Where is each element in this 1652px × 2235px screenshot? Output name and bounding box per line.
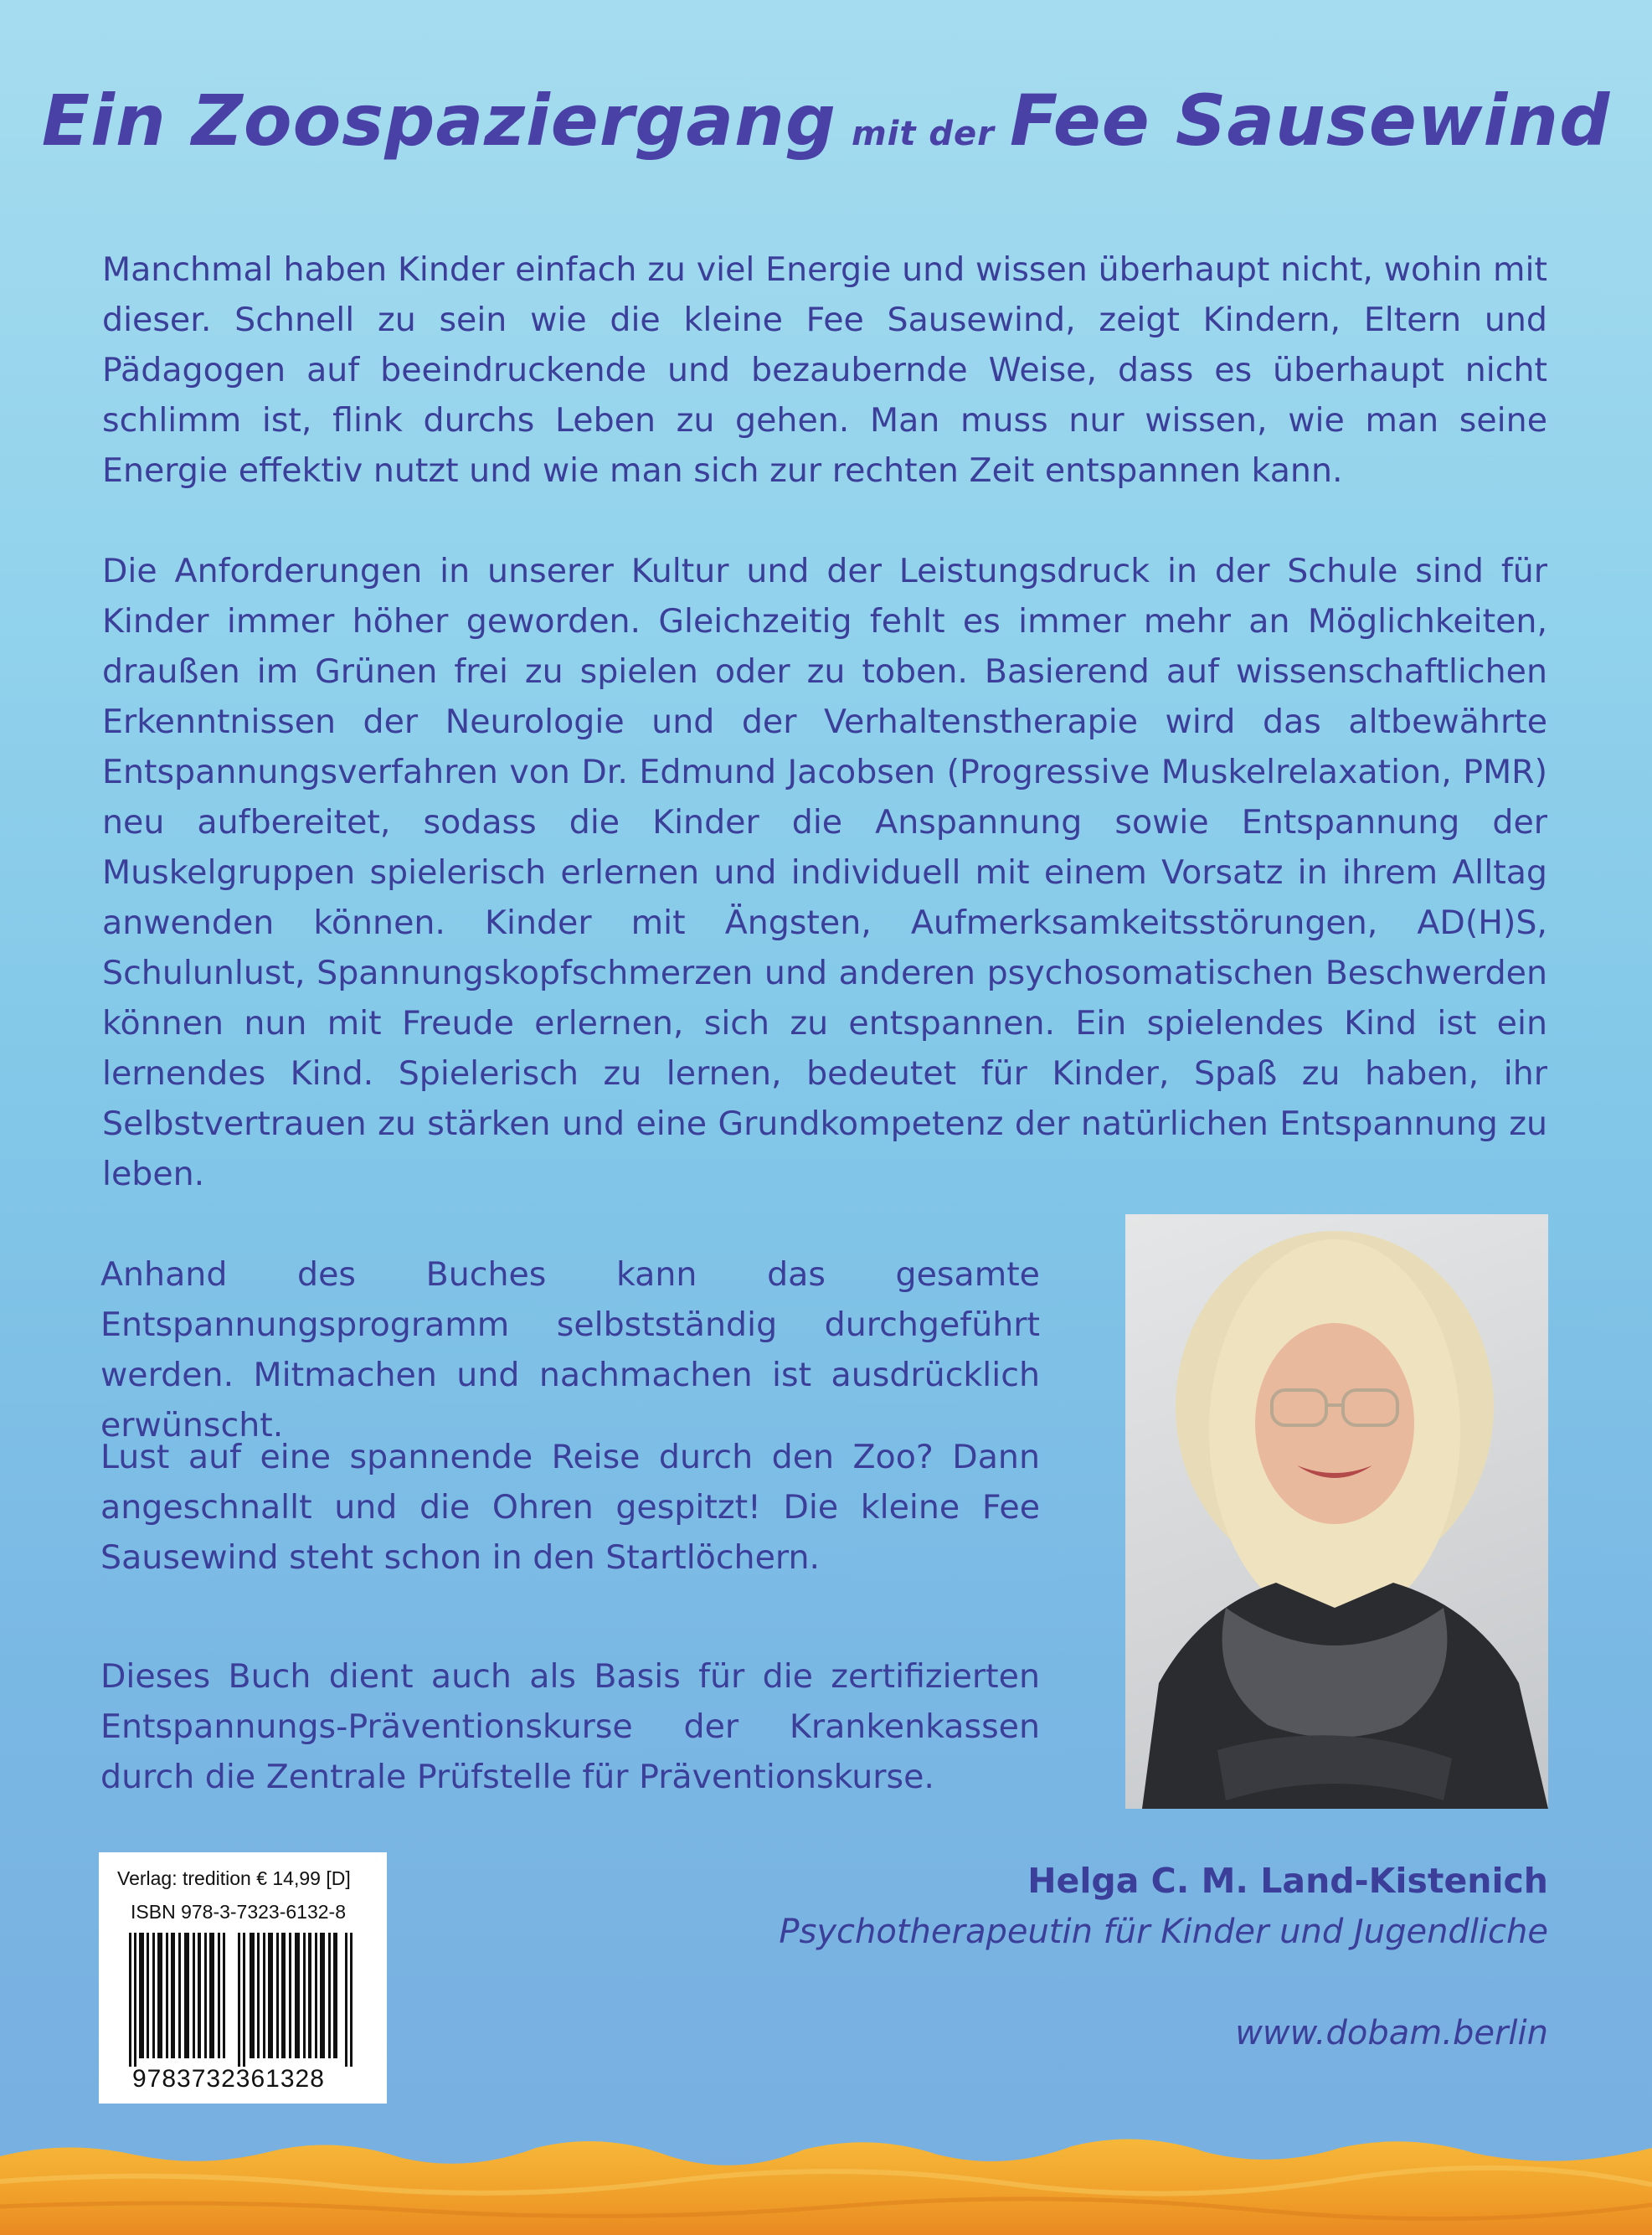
blurb-paragraph-1: Manchmal haben Kinder einfach zu viel Energie und wissen überhaupt nicht, wohin mit dieser. Schnell zu sein wie die kleine Fee Sausewind, zeigt Kindern, Eltern und Pädagogen auf beeindruckende und bezaubernde Weise, dass es überhaupt nicht schlimm ist, flink durchs Leben zu gehen. Man muss nur wissen, wie man seine Energie effektiv nutzt und wie man sich zur rechten Zeit entspannen kann. — [102, 250, 1547, 490]
book-title — [0, 80, 1652, 162]
blurb-paragraph-4: Lust auf eine spannende Reise durch den Zoo? Dann angeschnallt und die Ohren gespitzt! Die kleine Fee Sausewind steht schon in den Startlöchern. — [100, 1438, 1040, 1577]
title-part-1: Ein Zoospaziergang — [41, 80, 836, 162]
publisher-price: Verlag: tredition € 14,99 [D] — [117, 1867, 351, 1889]
isbn-barcode-box — [99, 1852, 387, 2104]
title-part-2: mit der — [851, 115, 995, 153]
blurb-paragraph-5: Dieses Buch dient auch als Basis für die zertifizierten Entspannungs-Präventionskurse der Krankenkassen durch die Zentrale Prüfstelle für Präventionskurse. — [100, 1657, 1040, 1796]
title-part-3: Fee Sausewind — [1009, 80, 1611, 162]
author-photo — [1125, 1214, 1548, 1809]
blurb-paragraph-3: Anhand des Buches kann das gesamte Entspannungsprogramm selbstständig durchgeführt werden. Mitmachen und nachmachen ist ausdrücklich erwünscht. — [100, 1255, 1040, 1445]
orange-brushstroke-band — [0, 2123, 1652, 2235]
author-name: Helga C. M. Land-Kistenich — [1027, 1861, 1548, 1901]
author-website: www.dobam.berlin — [1235, 2014, 1548, 2052]
barcode-bars — [129, 1933, 355, 2067]
author-role: Psychotherapeutin für Kinder und Jugendliche — [779, 1913, 1548, 1951]
isbn-text: ISBN 978-3-7323-6132-8 — [131, 1901, 346, 1923]
barcode-digits: 9783732361328 — [132, 2065, 325, 2093]
author-portrait-illustration — [1125, 1214, 1548, 1809]
blurb-paragraph-2: Die Anforderungen in unserer Kultur und der Leistungsdruck in der Schule sind für Kinder immer höher geworden. Gleichzeitig fehlt es immer mehr an Möglichkeiten, draußen im Grünen frei zu spielen oder zu toben. Basierend auf wissenschaftlichen Erkenntnissen der Neurologie und der Verhaltenstherapie wird das altbewährte Entspannungsverfahren von Dr. Edmund Jacobsen (Progressive Muskelrelaxation, PMR) neu aufbereitet, sodass die Kinder die Anspannung sowie Entspannung der Muskelgruppen spielerisch erlernen und individuell mit einem Vorsatz in ihrem Alltag anwenden können. Kinder mit Ängsten, Aufmerksamkeitsstörungen, AD(H)S, Schulunlust, Spannungskopfschmerzen und anderen psychosomatischen Beschwerden können nun mit Freude erlernen, sich zu entspannen. Ein spielendes Kind ist ein lernendes Kind. Spielerisch zu lernen, bedeutet für Kinder, Spaß zu haben, ihr Selbstvertrauen zu stärken und eine Grundkompetenz der natürlichen Entspannung zu leben. — [102, 552, 1547, 1193]
